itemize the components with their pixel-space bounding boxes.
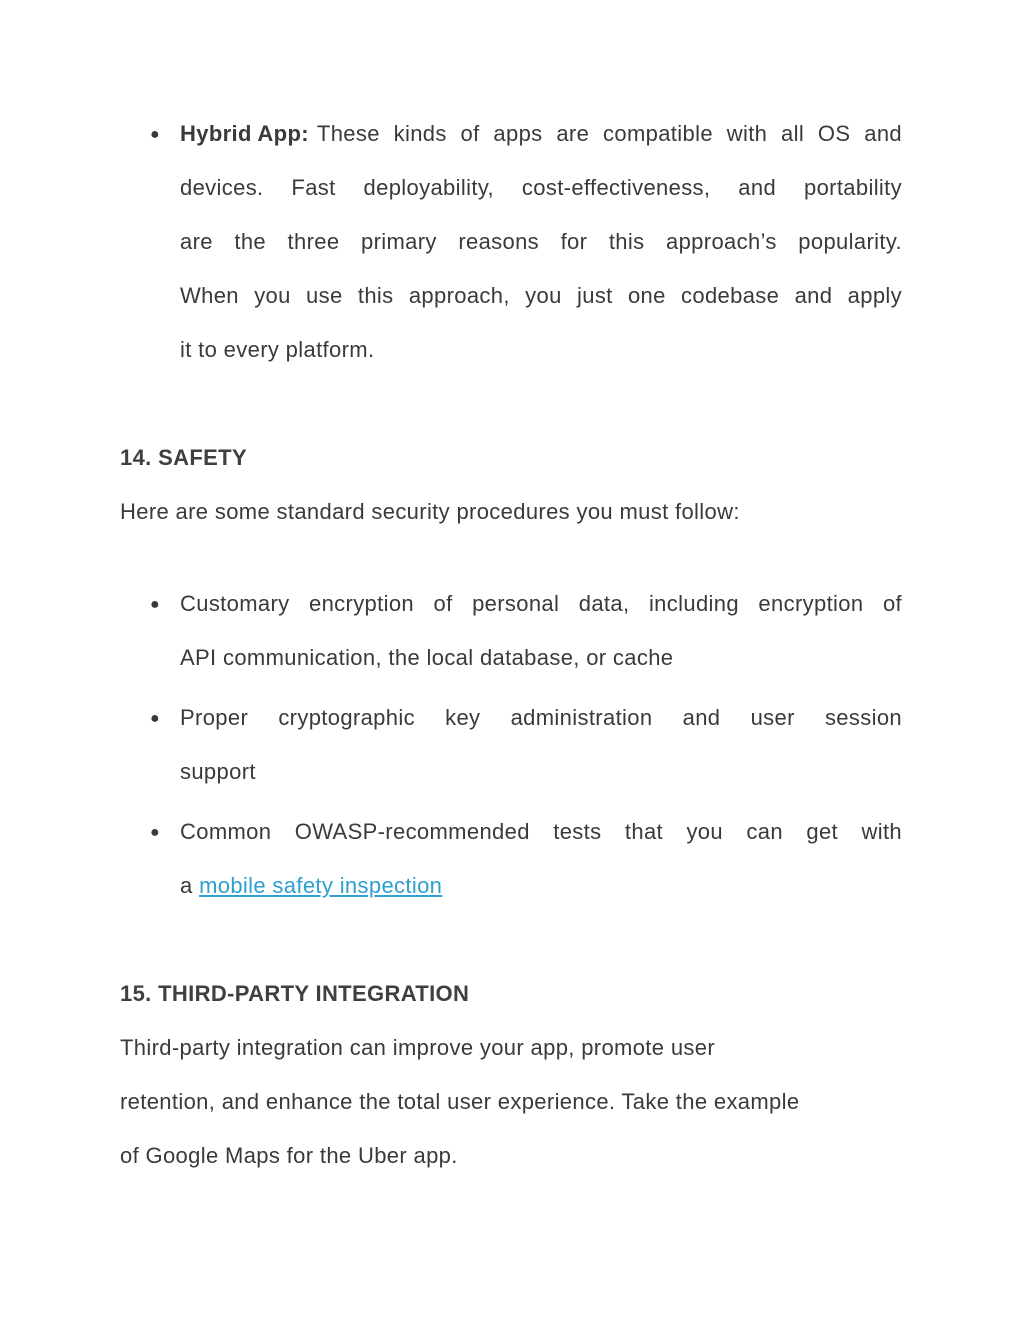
hybrid-item-line-2: devices. Fast deployability, cost-effectiveness, and portability [180, 175, 902, 200]
safety-bullet-1-line-1: Customary encryption of personal data, including encryption of [180, 591, 902, 616]
safety-bullet-3-line-2 [180, 873, 442, 899]
section-14-intro: Here are some standard security procedures you must follow: [120, 499, 740, 524]
safety-bullet-3-prefix: a [180, 873, 193, 898]
bullet-marker: ● [150, 596, 161, 613]
section-15-line-2: retention, and enhance the total user experience. Take the example [120, 1089, 800, 1114]
safety-bullet-1-line-2: API communication, the local database, or cache [180, 645, 674, 670]
safety-bullet-2-line-1: Proper cryptographic key administration and user session [180, 705, 902, 730]
section-15-heading: 15. THIRD-PARTY INTEGRATION [120, 981, 470, 1006]
bullet-marker: ● [150, 824, 161, 841]
hybrid-item-line-4: When you use this approach, you just one codebase and apply [180, 283, 902, 308]
safety-bullet-3-line-1: Common OWASP-recommended tests that you can get with [180, 819, 902, 844]
bullet-marker: ● [150, 710, 161, 727]
section-14-heading: 14. SAFETY [120, 445, 247, 470]
hybrid-item-label: Hybrid App: [180, 121, 309, 146]
hybrid-item-text: These kinds of apps are compatible with all OS and [316, 121, 902, 146]
section-15-line-1: Third-party integration can improve your app, promote user [120, 1035, 716, 1060]
safety-bullet-2-line-2: support [180, 759, 256, 784]
mobile-safety-inspection-link[interactable]: mobile safety inspection [199, 873, 443, 898]
hybrid-item-line-5: it to every platform. [180, 337, 375, 362]
bullet-marker: ● [150, 126, 161, 143]
hybrid-item-line-1 [180, 121, 902, 147]
section-15-line-3: of Google Maps for the Uber app. [120, 1143, 458, 1168]
hybrid-item-line-3: are the three primary reasons for this approach’s popularity. [180, 229, 902, 254]
